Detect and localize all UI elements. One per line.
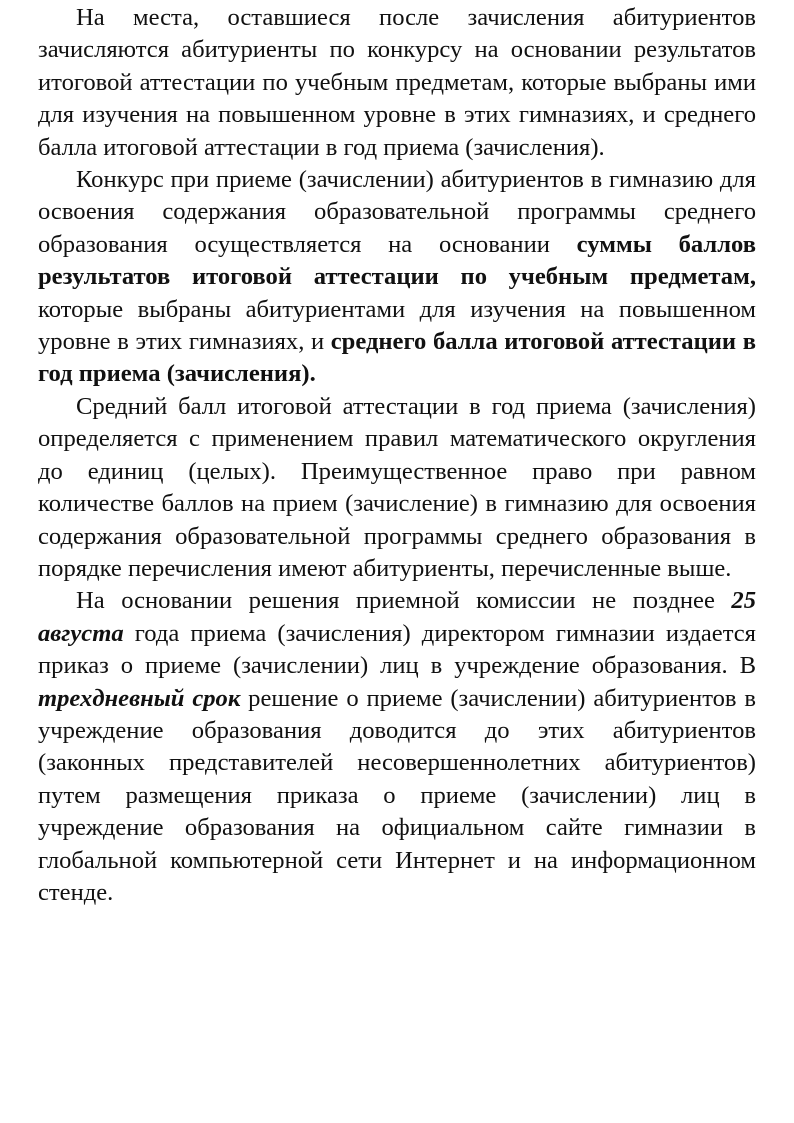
bold-italic-three-day-term: трехдневный срок: [38, 684, 241, 712]
paragraph-admission-order: [38, 585, 756, 909]
paragraph-text: которые выбраны абитуриентами для изучения на повышенном уровне в этих гимназиях, и: [38, 295, 756, 356]
paragraph-text: решение о приеме (зачислении) абитуриентов в учреждение образования доводится до этих абитуриентов (законных представителей несовершеннолетних абитуриентов) путем размещения приказа о приеме (зачислении) лиц в учреждение образования на официальном сайте гимназии в глобальной компьютерной сети Интернет и на информационном стенде.: [38, 684, 757, 906]
paragraph-text: года приема (зачисления) директором гимназии издается приказ о приеме (зачислении) лиц в учреждение образования. В: [38, 619, 756, 680]
bold-italic-deadline-date: 25 августа: [38, 587, 756, 647]
paragraph-text: Средний балл итоговой аттестации в год приема (зачисления) определяется с применением правил математического округления до единиц (целых). Преимущественное право при равном количестве баллов на прием (зачисление) в гимназию для освоения содержания образовательной программы среднего образования в порядке перечисления имеют абитуриенты, перечисленные выше.: [38, 392, 756, 582]
paragraph-text: Конкурс при приеме (зачислении) абитуриентов в гимназию для освоения содержания образовательной программы среднего образования осуществляется на основании: [38, 166, 756, 258]
paragraph-text: На основании решения приемной комиссии не позднее: [76, 587, 732, 615]
paragraph-average-score-rules: [38, 391, 756, 585]
bold-emphasis-average-score: среднего балла итоговой аттестации в год приема (зачисления).: [38, 328, 756, 388]
paragraph-admission-remaining-places: [38, 2, 756, 164]
paragraph-text: На места, оставшиеся после зачисления абитуриентов зачисляются абитуриенты по конкурсу на основании результатов итоговой аттестации по учебным предметам, которые выбраны ими для изучения на повышенном уровне в этих гимназиях, и среднего балла итоговой аттестации в год приема (зачисления).: [38, 4, 756, 161]
document-page: [38, 2, 756, 909]
bold-emphasis-sum-of-scores: суммы баллов результатов итоговой аттестации по учебным предметам,: [38, 230, 756, 291]
paragraph-competition-basis: [38, 164, 756, 391]
